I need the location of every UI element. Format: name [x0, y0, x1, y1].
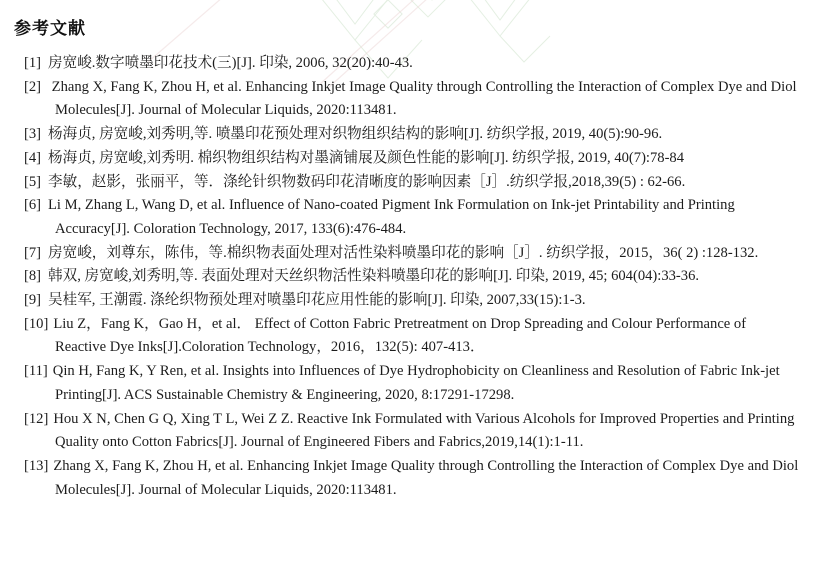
reference-number: [8] [24, 268, 42, 285]
reference-item [0, 194, 800, 241]
reference-text: Liu Z，Fang K，Gao H，et al． Effect of Cotton Fabric Pretreatment on Drop Spreading and Colour Performance of Reactive Dye Inks[J].Coloration Technology，2016，132(5): 407-413． [53, 315, 747, 356]
reference-number: [5] [24, 173, 42, 190]
reference-item [0, 455, 800, 502]
reference-text: Zhang X, Fang K, Zhou H, et al. Enhancing Inkjet Image Quality through Controlling the Interaction of Complex Dye and Diol Molecules[J]. Journal of Molecular Liquids, 2020:113481. [53, 457, 799, 498]
reference-item [0, 123, 800, 147]
reference-item [0, 147, 800, 171]
reference-number: [13] [24, 457, 49, 474]
reference-item [0, 52, 800, 76]
reference-number: [2] [24, 78, 42, 95]
reference-text: 房宽峻.数字喷墨印花技术(三)[J]. 印染, 2006, 32(20):40-43. [48, 55, 413, 71]
reference-item [0, 289, 800, 313]
reference-text: 吴桂军, 王潮霞. 涤纶织物预处理对喷墨印花应用性能的影响[J]. 印染, 2007,33(15):1-3. [48, 292, 586, 309]
reference-text: Qin H, Fang K, Y Ren, et al. Insights into Influences of Dye Hydrophobicity on Cleanliness and Resolution of Fabric Ink-jet Printing[J]. ACS Sustainable Chemistry & Engineering, 2020, 8:17291-17298. [52, 363, 780, 403]
reference-number: [10] [24, 315, 49, 332]
reference-item [0, 360, 800, 407]
reference-text: Zhang X, Fang K, Zhou H, et al. Enhancing Inkjet Image Quality through Controlling the Interaction of Complex Dye and Diol Molecules[J]. Journal of Molecular Liquids, 2020:113481. [48, 78, 797, 119]
reference-text: 韩双, 房宽峻,刘秀明,等. 表面处理对天丝织物活性染料喷墨印花的影响[J]. 印染, 2019, 45; 604(04):33-36. [48, 268, 700, 285]
page-title: 参考文献 [14, 19, 86, 39]
reference-text: 杨海贞, 房宽峻,刘秀明,等. 喷墨印花预处理对织物组织结构的影响[J]. 纺织学报, 2019, 40(5):90-96. [48, 126, 663, 143]
reference-text: Hou X N, Chen G Q, Xing T L, Wei Z Z. Reactive Ink Formulated with Various Alcohols for Improved Properties and Printing Quality onto Cotton Fabrics[J]. Journal of Engineered Fibers and Fabrics,2019,14(1):1-11. [53, 410, 795, 451]
reference-text: 房宽峻，刘尊东，陈伟，等.棉织物表面处理对活性染料喷墨印花的影响［J］. 纺织学报，2015，36( 2) :128-132. [48, 244, 759, 261]
reference-item [0, 76, 800, 123]
reference-item [0, 171, 800, 195]
reference-list [0, 52, 800, 502]
reference-number: [1] [24, 55, 42, 71]
reference-item [0, 242, 800, 266]
reference-number: [6] [24, 197, 42, 214]
reference-item [0, 408, 800, 455]
reference-number: [7] [24, 244, 42, 261]
reference-item [0, 313, 800, 360]
reference-number: [12] [24, 410, 49, 427]
reference-number: [4] [24, 149, 42, 166]
reference-text: 李敏，赵影，张丽平，等．涤纶针织物数码印花清晰度的影响因素［J］.纺织学报,2018,39(5) : 62-66. [48, 173, 686, 190]
reference-number: [11] [24, 363, 48, 380]
reference-text: Li M, Zhang L, Wang D, et al. Influence of Nano-coated Pigment Ink Formulation on Ink-jet Printability and Printing Accuracy[J]. Coloration Technology, 2017, 133(6):476-484. [48, 197, 735, 237]
reference-number: [9] [24, 292, 42, 309]
reference-text: 杨海贞, 房宽峻,刘秀明. 棉织物组织结构对墨滴铺展及颜色性能的影响[J]. 纺织学报, 2019, 40(7):78-84 [48, 149, 685, 166]
reference-item [0, 265, 800, 289]
reference-number: [3] [24, 126, 42, 143]
